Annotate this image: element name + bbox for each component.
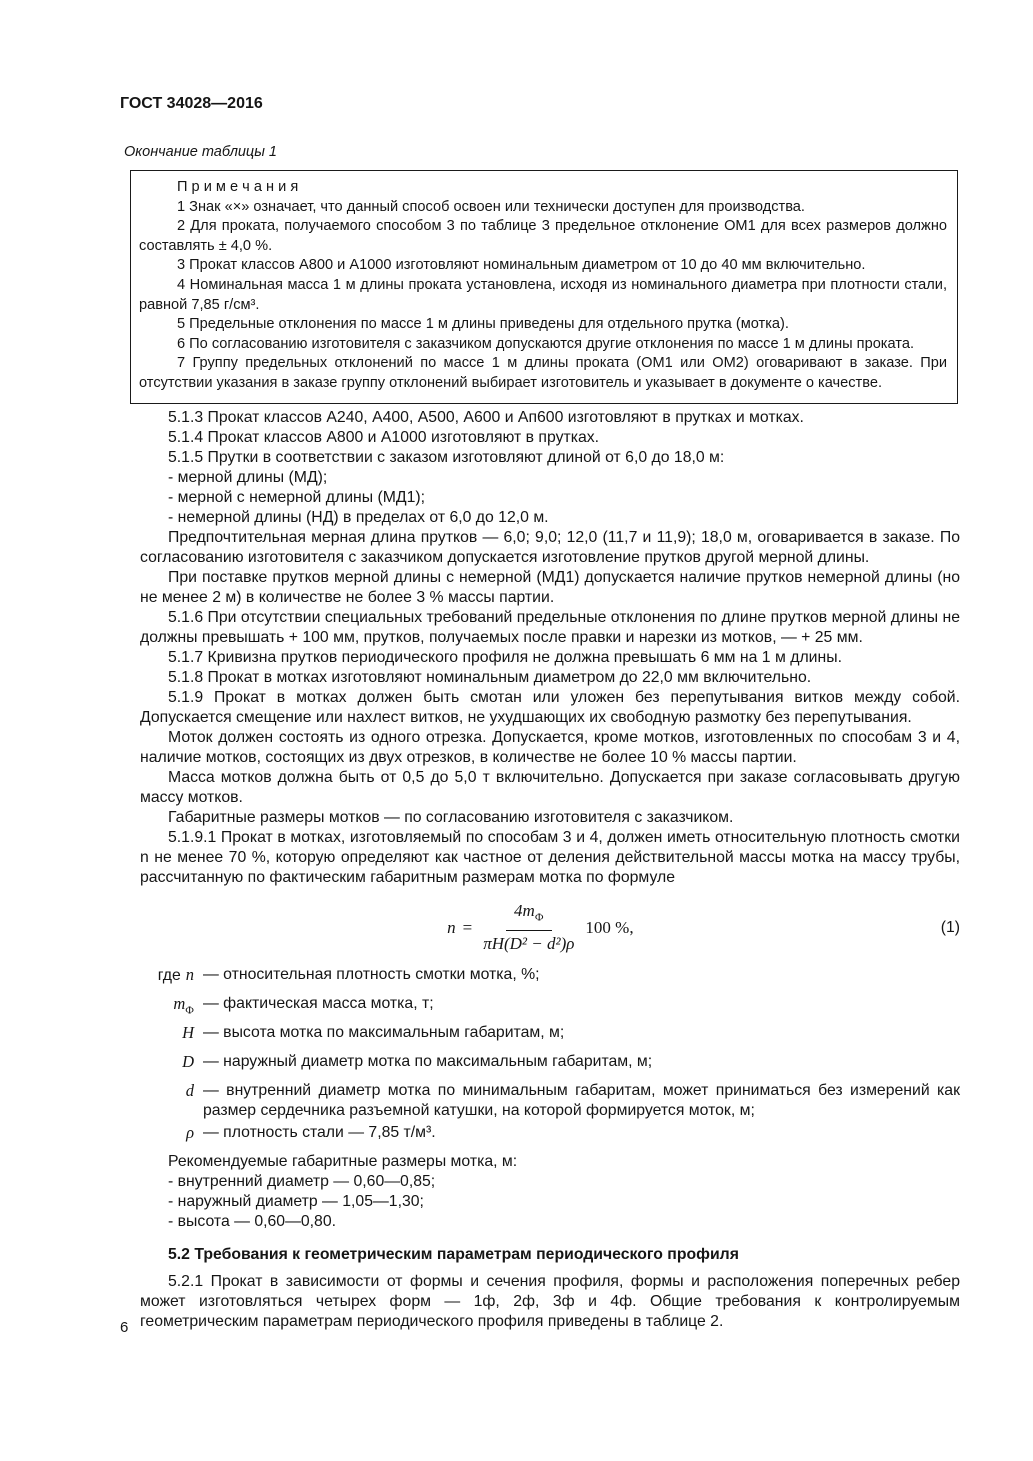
formula-denominator: πH(D² − d²)ρ bbox=[483, 934, 575, 954]
definition-n: где n — относительная плотность смотки мотка, %; bbox=[157, 965, 540, 985]
paragraph-5-1-6: 5.1.6 При отсутствии специальных требований предельные отклонения по длине прутков мерной длины не должны превышать + 100 мм, прутков, получаемых после правки и нарезки из мотков, — + 25 мм. bbox=[140, 609, 960, 646]
paragraph-5-2-1: 5.2.1 Прокат в зависимости от формы и сечения профиля, формы и расположения поперечных ребер может изготовляться четырех форм — 1ф, 2ф, 3ф и 4ф. Общие требования к контролируемым геометрическим параметрам периодического профиля приведены в таблице 2. bbox=[140, 1272, 960, 1330]
list-item-md1: - мерной с немерной длины (МД1); bbox=[168, 489, 426, 506]
notes-title: П р и м е ч а н и я bbox=[177, 179, 299, 195]
paragraph-5-1-3: 5.1.3 Прокат классов А240, А400, А500, А600 и Ап600 изготовляют в прутках и мотках. bbox=[168, 409, 804, 426]
page-number: 6 bbox=[120, 1319, 129, 1336]
recommended-outer-diameter: - наружный диаметр — 1,05—1,30; bbox=[168, 1192, 424, 1210]
paragraph-5-1-7: 5.1.7 Кривизна прутков периодического профиля не должна превышать 6 мм на 1 м длины. bbox=[168, 649, 842, 666]
note-item-7: 7 Группу предельных отклонений по массе 1 м длины проката (ОМ1 или ОМ2) оговаривают в заказе. При отсутствии указания в заказе группу отклонений выбирает изготовитель и указывает в документе о качестве. bbox=[139, 355, 947, 391]
notes-box bbox=[130, 170, 958, 404]
note-item-2: 2 Для проката, получаемого способом 3 по таблице 3 предельное отклонение ОМ1 для всех размеров должно составлять ± 4,0 %. bbox=[139, 218, 947, 254]
formula-number: (1) bbox=[940, 918, 960, 936]
paragraph-5-1-8: 5.1.8 Прокат в мотках изготовляют номинальным диаметром до 22,0 мм включительно. bbox=[168, 669, 812, 686]
note-item-5: 5 Предельные отклонения по массе 1 м длины приведены для отдельного прутка (мотка). bbox=[177, 316, 789, 333]
definition-h: H — высота мотка по максимальным габаритам, м; bbox=[182, 1022, 565, 1042]
document-header: ГОСТ 34028—2016 bbox=[120, 95, 263, 112]
note-item-6: 6 По согласованию изготовителя с заказчиком допускаются другие отклонения по массе 1 м длины проката. bbox=[177, 335, 914, 352]
paragraph-5-1-9: 5.1.9 Прокат в мотках должен быть смотан или уложен без перепутывания витков между собой. Допускается смещение или нахлест витков, не ухудшающих их свободную размотку без перепутывания. bbox=[140, 689, 960, 726]
formula-block bbox=[140, 901, 960, 954]
definition-rho: ρ — плотность стали — 7,85 т/м³. bbox=[186, 1123, 436, 1143]
recommended-height: - высота — 0,60—0,80. bbox=[168, 1212, 337, 1230]
list-item-md: - мерной длины (МД); bbox=[168, 469, 328, 486]
formula-factor: 100 %, bbox=[585, 917, 634, 937]
table-continuation-caption: Окончание таблицы 1 bbox=[124, 144, 277, 160]
paragraph-preferred-length: Предпочтительная мерная длина прутков — 6,0; 9,0; 12,0 (11,7 и 11,9); 18,0 м, оговаривается в заказе. По согласованию изготовителя с заказчиком допускается изготовление прутков другой мерной длины. bbox=[140, 529, 960, 566]
formula bbox=[140, 901, 941, 954]
paragraph-5-1-9-1: 5.1.9.1 Прокат в мотках, изготовляемый по способам 3 и 4, должен иметь относительную плотность смотки n не менее 70 %, которую определяют как частное от деления действительной массы мотка на массу трубы, рассчитанную по фактическим габаритным размерам мотка по формуле bbox=[140, 829, 960, 886]
formula-numerator: $4m_Ф$ bbox=[506, 901, 551, 931]
document-body bbox=[140, 408, 960, 1332]
note-item-1: 1 Знак «×» означает, что данный способ освоен или технически доступен для производства. bbox=[177, 198, 805, 215]
definition-d-outer: D — наружный диаметр мотка по максимальным габаритам, м; bbox=[182, 1051, 653, 1071]
list-item-nd: - немерной длины (НД) в пределах от 6,0 до 12,0 м. bbox=[168, 509, 549, 526]
definitions-list bbox=[140, 965, 960, 1149]
paragraph-coil-dimensions: Габаритные размеры мотков — по согласованию изготовителя с заказчиком. bbox=[168, 809, 734, 826]
formula-equals: = bbox=[462, 917, 473, 937]
paragraph-5-1-4: 5.1.4 Прокат классов А800 и А1000 изготовляют в прутках. bbox=[168, 429, 600, 446]
formula-fraction bbox=[479, 901, 578, 954]
paragraph-5-1-5: 5.1.5 Прутки в соответствии с заказом изготовляют длиной от 6,0 до 18,0 м: bbox=[168, 449, 725, 466]
formula-lhs: n bbox=[447, 917, 456, 937]
note-item-3: 3 Прокат классов А800 и А1000 изготовляют номинальным диаметром от 10 до 40 мм включительно. bbox=[177, 257, 866, 274]
recommended-sizes-intro: Рекомендуемые габаритные размеры мотка, м: bbox=[168, 1152, 518, 1170]
definition-intro: где bbox=[157, 967, 181, 985]
definition-d-inner: d — внутренний диаметр мотка по минимальным габаритам, может приниматься без измерений как размер сердечника разъемной катушки, на которой формируется моток, м; bbox=[185, 1080, 960, 1119]
formula-numerator-subscript: Ф bbox=[534, 911, 544, 924]
recommended-inner-diameter: - внутренний диаметр — 0,60—0,85; bbox=[168, 1172, 436, 1190]
paragraph-coil-single: Моток должен состоять из одного отрезка. Допускается, кроме мотков, изготовленных по способам 3 и 4, наличие мотков, состоящих из двух отрезков, в количестве не более 10 % массы партии. bbox=[140, 729, 960, 766]
section-heading-5-2: 5.2 Требования к геометрическим параметрам периодического профиля bbox=[168, 1245, 739, 1263]
note-item-4: 4 Номинальная масса 1 м длины проката установлена, исходя из номинального диаметра при плотности стали, равной 7,85 г/см³. bbox=[139, 276, 947, 313]
paragraph-delivery: При поставке прутков мерной длины с немерной (МД1) допускается наличие прутков немерной длины (но не менее 2 м) в количестве не более 3 % массы партии. bbox=[140, 569, 960, 606]
definition-m: $m_Ф$ — фактическая масса мотка, т; bbox=[173, 994, 434, 1017]
paragraph-coil-mass: Масса мотков должна быть от 0,5 до 5,0 т включительно. Допускается при заказе согласовывать другую массу мотков. bbox=[140, 769, 960, 806]
